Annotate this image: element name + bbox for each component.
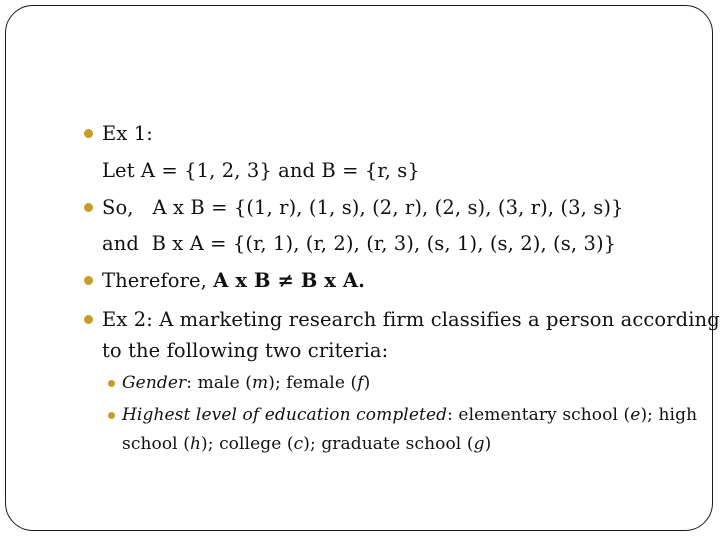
edu-cont-c: c — [293, 434, 304, 454]
gender-mid: ); female ( — [268, 373, 358, 393]
bullet-gender — [108, 380, 115, 387]
edu-cont-g: g — [473, 434, 485, 454]
edu-cont-c2: ); graduate school ( — [303, 434, 474, 454]
education-e: e — [630, 405, 641, 425]
let-sets-line: Let A = {1, 2, 3} and B = {r, s} — [102, 159, 420, 182]
bullet-ex2 — [84, 315, 93, 324]
therefore-bold: A x B ≠ B x A. — [213, 269, 366, 292]
bxa-line: and B x A = {(r, 1), (r, 2), (r, 3), (s, 1), (s, 2), (s, 3)} — [102, 232, 617, 255]
edu-cont-end: ) — [484, 434, 492, 454]
gender-line — [122, 372, 370, 394]
edu-cont-b: ); college ( — [201, 434, 294, 454]
gender-end: ) — [363, 373, 371, 393]
ex2-line-cont: to the following two criteria: — [102, 339, 389, 362]
bullet-education — [108, 412, 115, 419]
therefore-text: Therefore, — [102, 269, 214, 292]
gender-label: Gender — [122, 373, 187, 393]
bullet-so — [84, 203, 93, 212]
education-end: ); high — [640, 405, 698, 425]
education-line — [122, 404, 697, 426]
bullet-therefore — [84, 276, 93, 285]
therefore-line — [102, 269, 365, 293]
edu-cont-h: h — [189, 434, 201, 454]
education-text: : elementary school ( — [447, 405, 631, 425]
axb-line: So, A x B = {(1, r), (1, s), (2, r), (2, s), (3, r), (3, s)} — [102, 196, 624, 219]
education-line-cont — [122, 433, 491, 455]
bullet-ex1 — [84, 129, 93, 138]
gender-m: m — [252, 373, 269, 393]
gender-text: : male ( — [186, 373, 252, 393]
gender-f: f — [357, 373, 364, 393]
edu-cont-a: school ( — [122, 434, 190, 454]
ex1-heading: Ex 1: — [102, 122, 153, 145]
ex2-line: Ex 2: A marketing research firm classifies a person according — [102, 308, 720, 331]
education-label: Highest level of education completed — [122, 405, 448, 425]
